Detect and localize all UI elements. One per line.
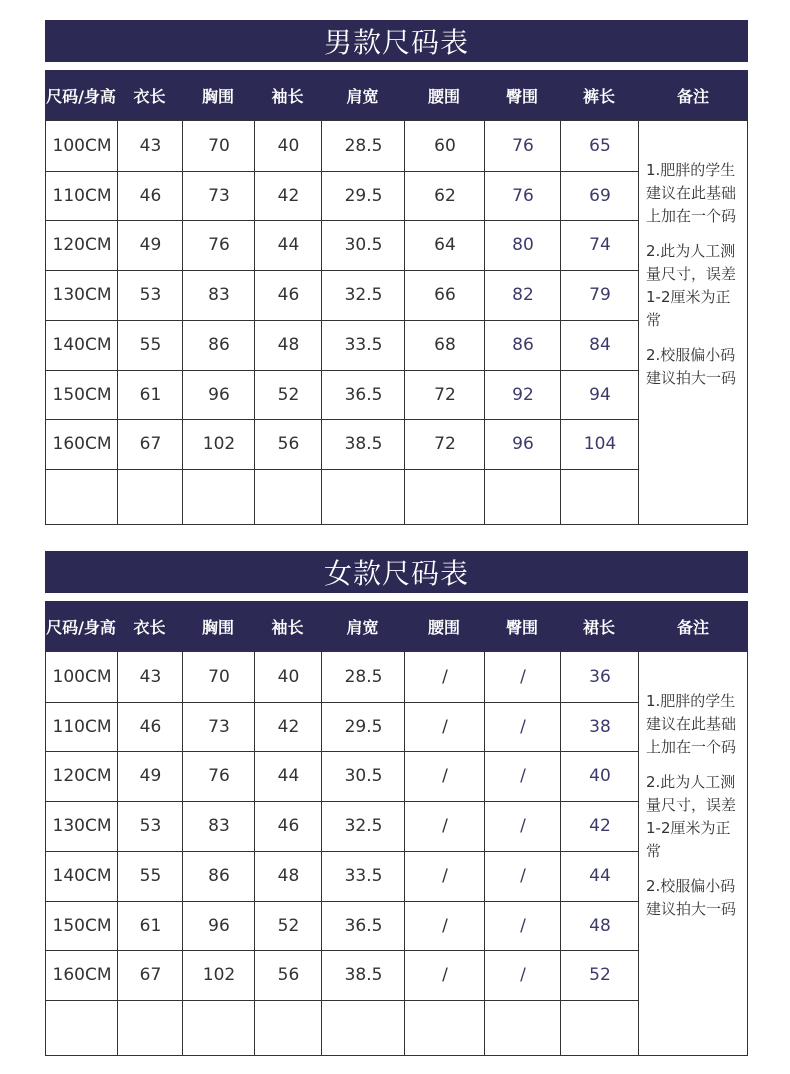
men-cell-chest: 96 xyxy=(208,384,230,405)
women-cell-chest: 86 xyxy=(208,865,230,886)
women-cell-bottom-length: 42 xyxy=(589,815,611,836)
women-cell-chest: 70 xyxy=(208,666,230,687)
men-cell-length: 43 xyxy=(139,135,162,156)
women-cell-shoulder: 36.5 xyxy=(344,915,383,936)
women-cell-sleeve: 40 xyxy=(277,666,300,687)
men-cell-length: 67 xyxy=(139,433,162,454)
men-cell-waist: 60 xyxy=(434,135,456,156)
women-header-size-height: 尺码/身高 xyxy=(46,617,116,637)
men-header-length: 衣长 xyxy=(133,86,166,106)
men-cell-length: 46 xyxy=(139,185,162,206)
men-cell-sleeve: 56 xyxy=(277,433,300,454)
men-cell-size-height: 140CM xyxy=(52,334,112,355)
women-header-sleeve: 袖长 xyxy=(271,617,304,637)
women-cell-length: 67 xyxy=(139,964,162,985)
women-cell-size-height: 160CM xyxy=(52,964,112,985)
women-cell-length: 53 xyxy=(139,815,162,836)
men-header-waist: 腰围 xyxy=(427,86,460,106)
women-cell-hip: / xyxy=(520,964,526,985)
men-grid-hline xyxy=(46,469,638,470)
women-cell-chest: 83 xyxy=(208,815,230,836)
women-chart-title: 女款尺码表 xyxy=(45,551,748,593)
men-notes xyxy=(641,121,747,524)
women-header-chest: 胸围 xyxy=(201,617,234,637)
men-cell-hip: 76 xyxy=(512,135,534,156)
women-header-hip: 臀围 xyxy=(505,617,538,637)
women-cell-hip: / xyxy=(520,815,526,836)
women-header-row xyxy=(45,601,748,651)
women-cell-bottom-length: 52 xyxy=(589,964,611,985)
women-note-item: 2.校服偏小码建议拍大一码 xyxy=(646,877,737,918)
men-cell-hip: 96 xyxy=(512,433,534,454)
women-header-notes: 备注 xyxy=(676,617,709,637)
men-cell-chest: 73 xyxy=(208,185,230,206)
women-cell-hip: / xyxy=(520,716,526,737)
women-cell-sleeve: 42 xyxy=(277,716,300,737)
men-cell-size-height: 110CM xyxy=(52,185,112,206)
women-cell-sleeve: 46 xyxy=(277,815,300,836)
men-cell-hip: 76 xyxy=(512,185,534,206)
men-header-shoulder: 肩宽 xyxy=(346,86,379,106)
men-header-chest: 胸围 xyxy=(201,86,234,106)
women-cell-size-height: 100CM xyxy=(52,666,112,687)
men-cell-sleeve: 44 xyxy=(277,234,300,255)
women-cell-waist: / xyxy=(442,815,448,836)
women-cell-size-height: 120CM xyxy=(52,765,112,786)
men-chart-title: 男款尺码表 xyxy=(45,20,748,62)
men-note-item: 1.肥胖的学生建议在此基础上加在一个码 xyxy=(646,161,737,225)
men-cell-waist: 72 xyxy=(434,384,456,405)
men-header-sleeve: 袖长 xyxy=(271,86,304,106)
women-cell-hip: / xyxy=(520,865,526,886)
men-note-item: 2.校服偏小码建议拍大一码 xyxy=(646,346,737,387)
women-cell-waist: / xyxy=(442,716,448,737)
women-cell-sleeve: 44 xyxy=(277,765,300,786)
women-cell-sleeve: 52 xyxy=(277,915,300,936)
men-cell-shoulder: 28.5 xyxy=(344,135,383,156)
women-cell-chest: 73 xyxy=(208,716,230,737)
women-cell-shoulder: 30.5 xyxy=(344,765,383,786)
men-cell-hip: 80 xyxy=(512,234,534,255)
men-cell-bottom-length: 65 xyxy=(589,135,611,156)
men-cell-bottom-length: 94 xyxy=(589,384,611,405)
women-cell-chest: 102 xyxy=(202,964,236,985)
men-header-row xyxy=(45,70,748,120)
men-cell-shoulder: 29.5 xyxy=(344,185,383,206)
women-cell-hip: / xyxy=(520,915,526,936)
women-cell-waist: / xyxy=(442,765,448,786)
men-cell-shoulder: 38.5 xyxy=(344,433,383,454)
women-cell-bottom-length: 44 xyxy=(589,865,611,886)
men-cell-sleeve: 46 xyxy=(277,284,300,305)
women-cell-sleeve: 48 xyxy=(277,865,300,886)
men-size-chart xyxy=(45,20,748,525)
women-cell-length: 43 xyxy=(139,666,162,687)
men-cell-bottom-length: 74 xyxy=(589,234,611,255)
men-cell-shoulder: 33.5 xyxy=(344,334,383,355)
women-cell-bottom-length: 36 xyxy=(589,666,611,687)
women-header-waist: 腰围 xyxy=(427,617,460,637)
women-cell-chest: 76 xyxy=(208,765,230,786)
men-cell-length: 55 xyxy=(139,334,162,355)
men-cell-hip: 92 xyxy=(512,384,534,405)
men-cell-bottom-length: 84 xyxy=(589,334,611,355)
men-cell-shoulder: 32.5 xyxy=(344,284,383,305)
women-cell-length: 55 xyxy=(139,865,162,886)
women-cell-waist: / xyxy=(442,915,448,936)
men-cell-hip: 82 xyxy=(512,284,534,305)
women-cell-shoulder: 33.5 xyxy=(344,865,383,886)
women-header-shoulder: 肩宽 xyxy=(346,617,379,637)
men-cell-bottom-length: 69 xyxy=(589,185,611,206)
women-cell-length: 49 xyxy=(139,765,162,786)
women-cell-size-height: 140CM xyxy=(52,865,112,886)
women-cell-shoulder: 38.5 xyxy=(344,964,383,985)
women-table-grid xyxy=(45,651,748,1056)
men-cell-waist: 72 xyxy=(434,433,456,454)
men-cell-size-height: 150CM xyxy=(52,384,112,405)
men-cell-waist: 62 xyxy=(434,185,456,206)
women-grid-hline xyxy=(46,1000,638,1001)
women-cell-waist: / xyxy=(442,964,448,985)
women-cell-length: 46 xyxy=(139,716,162,737)
women-cell-bottom-length: 38 xyxy=(589,716,611,737)
women-cell-waist: / xyxy=(442,865,448,886)
men-cell-sleeve: 52 xyxy=(277,384,300,405)
men-cell-chest: 86 xyxy=(208,334,230,355)
women-header-length: 衣长 xyxy=(133,617,166,637)
men-cell-sleeve: 48 xyxy=(277,334,300,355)
women-cell-size-height: 150CM xyxy=(52,915,112,936)
men-header-notes: 备注 xyxy=(676,86,709,106)
women-size-chart xyxy=(45,551,748,1056)
men-note-item: 2.此为人工测量尺寸，误差1-2厘米为正常 xyxy=(646,242,737,329)
women-cell-length: 61 xyxy=(139,915,162,936)
men-header-size-height: 尺码/身高 xyxy=(46,86,116,106)
men-cell-bottom-length: 79 xyxy=(589,284,611,305)
women-cell-bottom-length: 40 xyxy=(589,765,611,786)
women-cell-hip: / xyxy=(520,666,526,687)
women-cell-hip: / xyxy=(520,765,526,786)
men-cell-size-height: 130CM xyxy=(52,284,112,305)
men-cell-size-height: 100CM xyxy=(52,135,112,156)
women-note-item: 2.此为人工测量尺寸，误差1-2厘米为正常 xyxy=(646,773,737,860)
women-cell-waist: / xyxy=(442,666,448,687)
men-cell-length: 49 xyxy=(139,234,162,255)
men-cell-waist: 66 xyxy=(434,284,456,305)
men-cell-hip: 86 xyxy=(512,334,534,355)
men-cell-sleeve: 42 xyxy=(277,185,300,206)
men-cell-size-height: 160CM xyxy=(52,433,112,454)
men-header-hip: 臀围 xyxy=(505,86,538,106)
women-cell-size-height: 110CM xyxy=(52,716,112,737)
women-cell-shoulder: 29.5 xyxy=(344,716,383,737)
men-header-bottom-length: 裤长 xyxy=(582,86,615,106)
women-header-bottom-length: 裙长 xyxy=(582,617,615,637)
men-cell-chest: 76 xyxy=(208,234,230,255)
men-cell-size-height: 120CM xyxy=(52,234,112,255)
men-cell-waist: 64 xyxy=(434,234,456,255)
men-cell-chest: 70 xyxy=(208,135,230,156)
men-cell-length: 53 xyxy=(139,284,162,305)
men-cell-shoulder: 30.5 xyxy=(344,234,383,255)
women-cell-shoulder: 28.5 xyxy=(344,666,383,687)
men-cell-chest: 83 xyxy=(208,284,230,305)
women-note-item: 1.肥胖的学生建议在此基础上加在一个码 xyxy=(646,692,737,756)
men-cell-length: 61 xyxy=(139,384,162,405)
women-cell-shoulder: 32.5 xyxy=(344,815,383,836)
men-table-grid xyxy=(45,120,748,525)
men-cell-sleeve: 40 xyxy=(277,135,300,156)
women-cell-chest: 96 xyxy=(208,915,230,936)
women-cell-bottom-length: 48 xyxy=(589,915,611,936)
men-cell-waist: 68 xyxy=(434,334,456,355)
men-cell-shoulder: 36.5 xyxy=(344,384,383,405)
women-notes xyxy=(641,652,747,1055)
women-cell-size-height: 130CM xyxy=(52,815,112,836)
women-cell-sleeve: 56 xyxy=(277,964,300,985)
men-cell-bottom-length: 104 xyxy=(583,433,617,454)
men-cell-chest: 102 xyxy=(202,433,236,454)
